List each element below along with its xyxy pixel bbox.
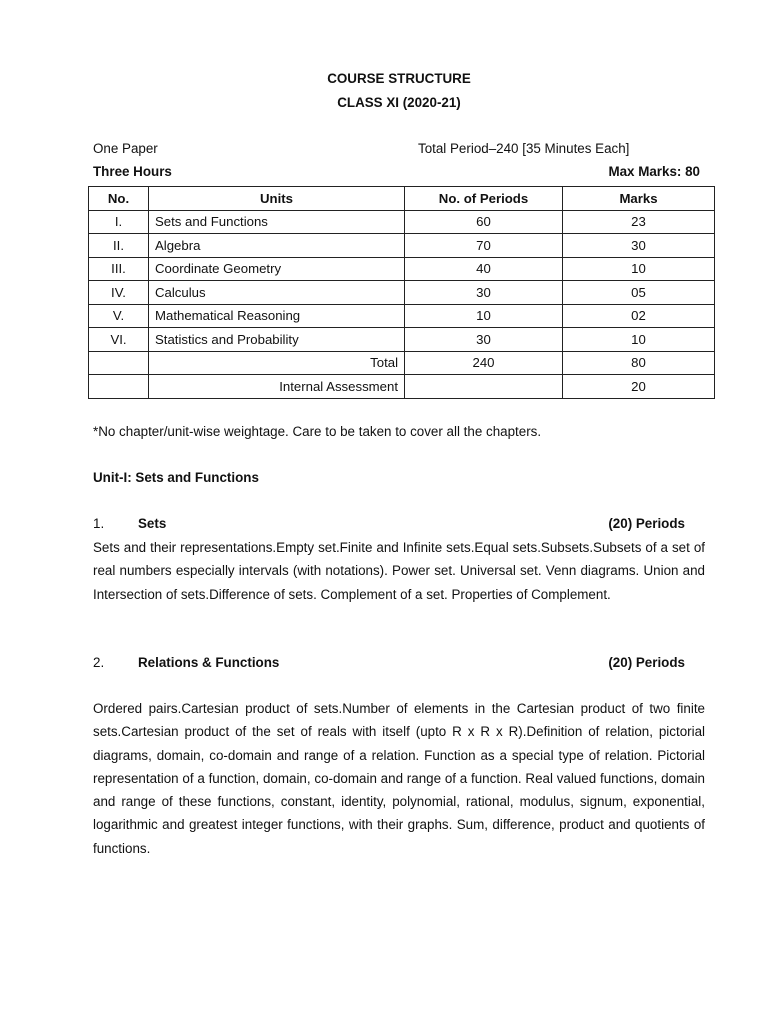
section-periods: (20) Periods (608, 655, 685, 670)
unit-periods: 70 (405, 234, 563, 258)
unit-name: Algebra (149, 234, 405, 258)
table-total-row (89, 351, 715, 375)
unit-marks: 30 (563, 234, 715, 258)
unit-marks: 02 (563, 304, 715, 328)
table-row (89, 281, 715, 305)
header-no: No. (89, 187, 149, 211)
unit-marks: 10 (563, 257, 715, 281)
empty-cell (89, 351, 149, 375)
unit-marks: 10 (563, 328, 715, 352)
unit-periods: 60 (405, 210, 563, 234)
unit-number: II. (89, 234, 149, 258)
header-units: Units (149, 187, 405, 211)
unit-number: III. (89, 257, 149, 281)
unit-name: Sets and Functions (149, 210, 405, 234)
section-title: Relations & Functions (138, 655, 280, 670)
meta-row-2 (93, 164, 705, 179)
weightage-note: *No chapter/unit-wise weightage. Care to be taken to cover all the chapters. (93, 424, 542, 439)
document-subtitle: CLASS XI (2020-21) (337, 95, 461, 110)
unit-periods: 30 (405, 281, 563, 305)
empty-cell (405, 375, 563, 399)
header-periods: No. of Periods (405, 187, 563, 211)
section-body: Ordered pairs.Cartesian product of sets.Number of elements in the Cartesian product of two finite sets.Cartesian product of the set of reals with itself (upto R x R x R).Definition of relation, pictorial diagrams, domain, co-domain and range of a relation. Function as a special type of relation. Pictorial representation of a function, domain, co-domain and range of a function. Real valued functions, domain and range of these functions, constant, identity, polynomial, rational, modulus, signum, exponential, logarithmic and greatest integer functions, with their graphs. Sum, difference, product and quotients of functions. (93, 701, 705, 856)
paper-label: One Paper (93, 141, 158, 156)
table-row (89, 210, 715, 234)
section-title: Sets (138, 516, 167, 531)
unit-number: VI. (89, 328, 149, 352)
unit-heading: Unit-I: Sets and Functions (93, 470, 259, 485)
unit-number: V. (89, 304, 149, 328)
section-number: 1. (93, 516, 105, 531)
section-periods: (20) Periods (608, 516, 685, 531)
unit-name: Coordinate Geometry (149, 257, 405, 281)
units-table (88, 186, 715, 399)
unit-periods: 30 (405, 328, 563, 352)
header-marks: Marks (563, 187, 715, 211)
unit-name: Mathematical Reasoning (149, 304, 405, 328)
unit-number: IV. (89, 281, 149, 305)
duration-label: Three Hours (93, 164, 172, 179)
section-number: 2. (93, 655, 105, 670)
unit-marks: 23 (563, 210, 715, 234)
table-row (89, 328, 715, 352)
unit-number: I. (89, 210, 149, 234)
total-marks: 80 (563, 351, 715, 375)
total-periods: 240 (405, 351, 563, 375)
table-row (89, 257, 715, 281)
section-body: Sets and their representations.Empty set.Finite and Infinite sets.Equal sets.Subsets.Subsets of a set of real numbers especially intervals (with notations). Power set. Universal set. Venn diagrams. Union and Intersection of sets.Difference of sets. Complement of a set. Properties of Complement. (93, 540, 705, 602)
internal-assessment-marks: 20 (563, 375, 715, 399)
unit-marks: 05 (563, 281, 715, 305)
unit-name: Statistics and Probability (149, 328, 405, 352)
max-marks-label: Max Marks: 80 (608, 164, 700, 179)
unit-periods: 10 (405, 304, 563, 328)
total-period-label: Total Period–240 [35 Minutes Each] (418, 141, 630, 156)
empty-cell (89, 375, 149, 399)
table-row (89, 234, 715, 258)
table-internal-row (89, 375, 715, 399)
unit-name: Calculus (149, 281, 405, 305)
table-header-row (89, 187, 715, 211)
meta-row-1 (93, 141, 705, 156)
unit-periods: 40 (405, 257, 563, 281)
total-label: Total (149, 351, 405, 375)
document-title: COURSE STRUCTURE (327, 71, 471, 86)
table-row (89, 304, 715, 328)
internal-assessment-label: Internal Assessment (149, 375, 405, 399)
